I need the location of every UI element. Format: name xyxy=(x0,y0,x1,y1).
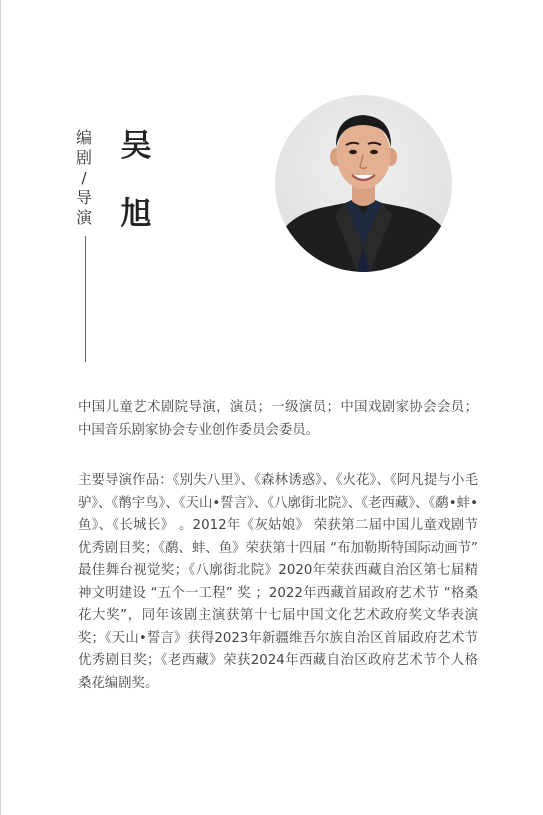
portrait-photo xyxy=(275,95,452,272)
bio-paragraph-2: 主要导演作品：《别失八里》、《森林诱惑》、《火花》、《阿凡提与小毛驴》、《鹡宇鸟》、《天山•誓言》、《八廓街北院》、《老西藏》、《鹬•蚌•鱼》、《长城长》 。2012年《灰姑娘》 荣获第二届中国儿童戏剧节优秀剧目奖；《鹬、蚌、鱼》荣获第十四届 “布加勒斯特国际动画节” 最佳舞台视觉奖；《八廓街北院》2020年荣获西藏自治区第七届精神文明建设 “五个一工程” 奖 ；2022年西藏首届政府艺术节 “格桑花大奖”，同年该剧主演获第十七届中国文化艺术政府奖文华表演奖；《天山•誓言》获得2023年新疆维吾尔族自治区首届政府艺术节优秀剧目奖；《老西藏》荣获2024年西藏自治区政府艺术节个人格桑花编剧奖。 xyxy=(78,473,478,691)
role-char: / xyxy=(81,169,87,187)
role-char: 导 xyxy=(75,188,92,207)
bio-paragraph-1: 中国儿童艺术剧院导演，演员；一级演员；中国戏剧家协会会员；中国音乐剧家协会专业创作委员会委员。 xyxy=(78,400,478,438)
role-char: 演 xyxy=(75,208,92,227)
portrait-illustration xyxy=(275,95,452,272)
role-char: 剧 xyxy=(75,148,92,167)
name-char: 吴 xyxy=(120,128,152,164)
person-name xyxy=(118,126,154,234)
vertical-divider xyxy=(85,236,86,362)
name-char: 旭 xyxy=(120,196,152,232)
page-edge-rule xyxy=(0,0,1,815)
role-char: 编 xyxy=(75,128,92,147)
role-title xyxy=(74,128,94,228)
